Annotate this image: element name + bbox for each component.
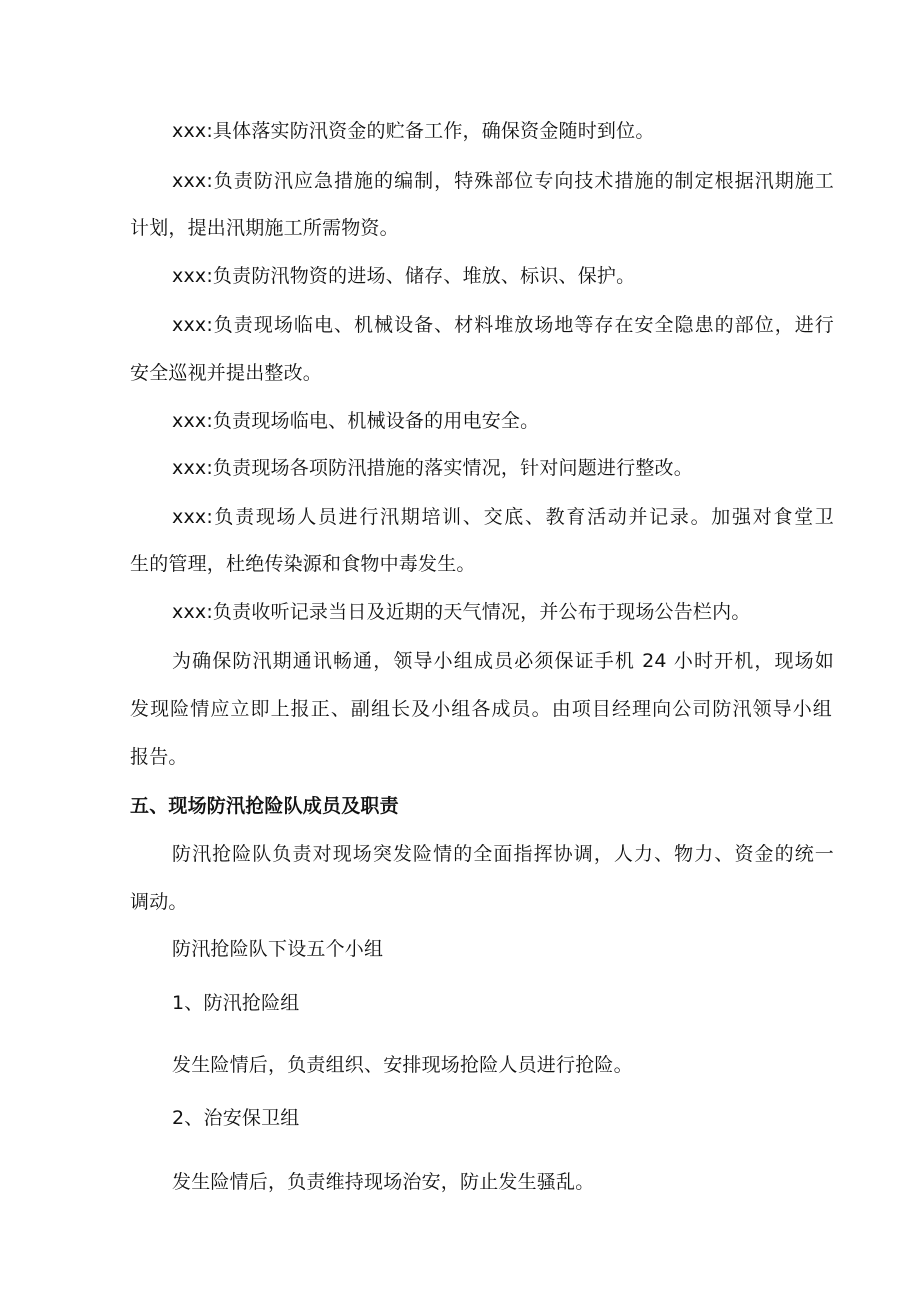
paragraph-line: xxx:负责现场各项防汛措施的落实情况，针对问题进行整改。 <box>172 457 693 479</box>
group-title: 2、治安保卫组 <box>172 1107 300 1129</box>
paragraph-line: 安全巡视并提出整改。 <box>130 362 323 384</box>
group-duty: 发生险情后，负责维持现场治安，防止发生骚乱。 <box>172 1171 595 1193</box>
paragraph-line: 报告。 <box>130 746 188 768</box>
group-duty: 发生险情后，负责组织、安排现场抢险人员进行抢险。 <box>172 1054 633 1076</box>
section-heading: 五、现场防汛抢险队成员及职责 <box>130 795 399 817</box>
paragraph-line: xxx:负责现场临电、机械设备、材料堆放场地等存在安全隐患的部位，进行 <box>172 314 834 336</box>
paragraph-line: xxx:负责收听记录当日及近期的天气情况，并公布于现场公告栏内。 <box>172 601 751 623</box>
paragraph-line: 发现险情应立即上报正、副组长及小组各成员。由项目经理向公司防汛领导小组 <box>130 698 832 720</box>
paragraph-line: xxx:负责现场人员进行汛期培训、交底、教育活动并记录。加强对食堂卫 <box>172 506 834 528</box>
paragraph-line: 防汛抢险队负责对现场突发险情的全面指挥协调，人力、物力、资金的统一 <box>172 843 834 865</box>
paragraph-line: 调动。 <box>130 891 188 913</box>
paragraph-line: xxx:负责现场临电、机械设备的用电安全。 <box>172 410 540 432</box>
paragraph-line: xxx:具体落实防汛资金的贮备工作，确保资金随时到位。 <box>172 120 655 142</box>
paragraph-line: 为确保防汛期通讯畅通，领导小组成员必须保证手机 24 小时开机，现场如 <box>172 650 834 672</box>
paragraph-line: xxx:负责防汛物资的进场、储存、堆放、标识、保护。 <box>172 265 636 287</box>
paragraph-line: 计划，提出汛期施工所需物资。 <box>130 217 399 239</box>
subgroups-intro: 防汛抢险队下设五个小组 <box>172 938 384 960</box>
paragraph-line: xxx:负责防汛应急措施的编制，特殊部位专向技术措施的制定根据汛期施工 <box>172 170 834 192</box>
paragraph-line: 生的管理，杜绝传染源和食物中毒发生。 <box>130 553 476 575</box>
group-title: 1、防汛抢险组 <box>172 992 300 1014</box>
